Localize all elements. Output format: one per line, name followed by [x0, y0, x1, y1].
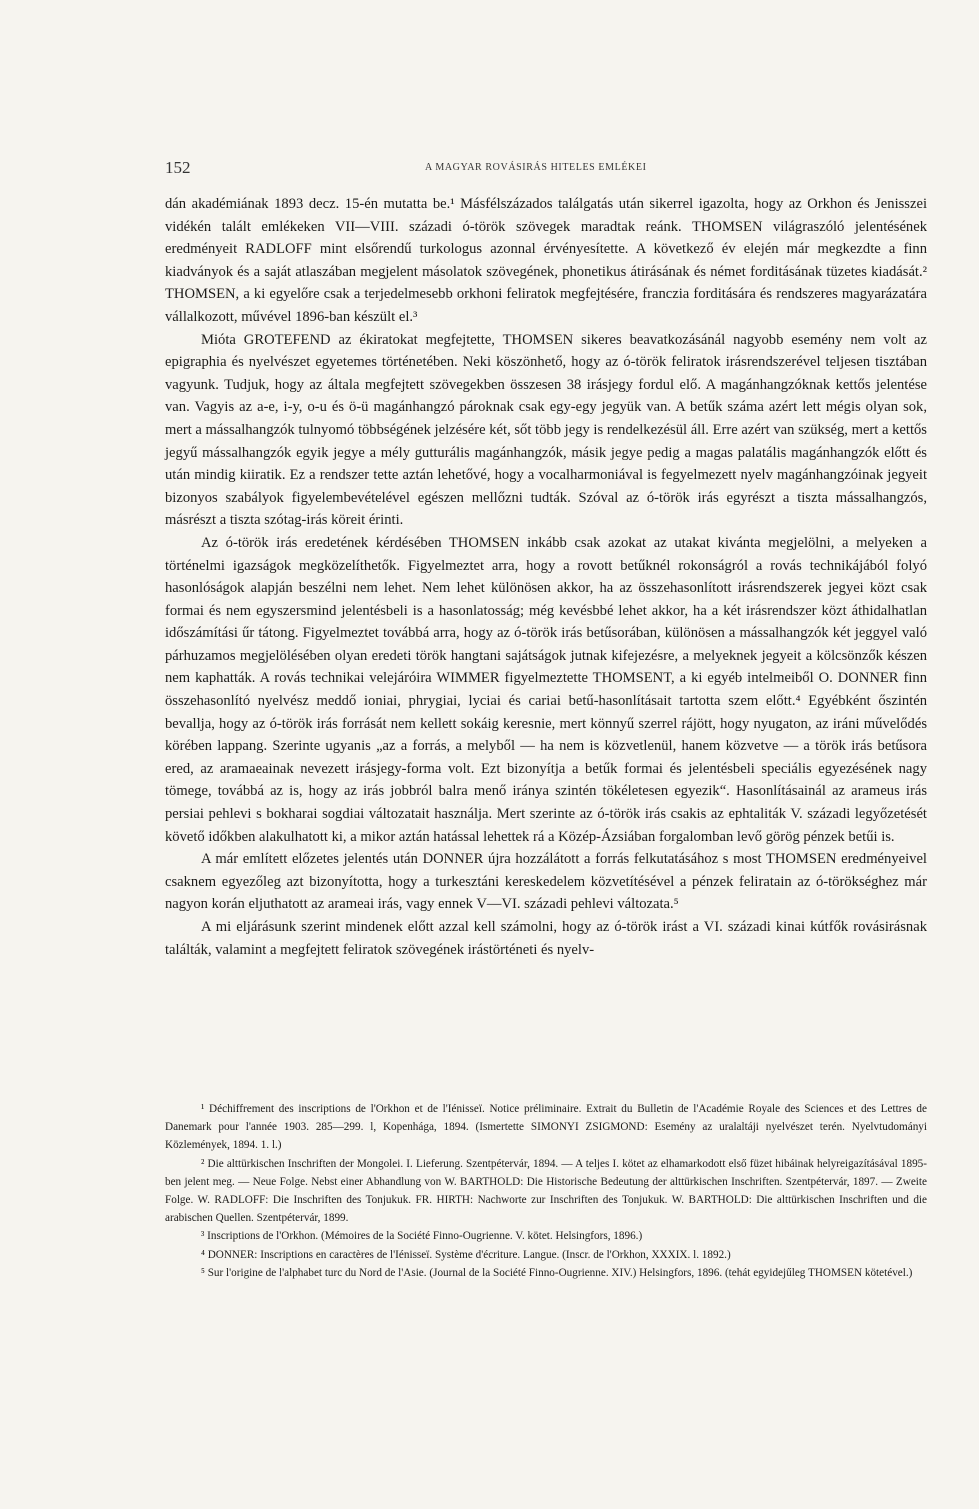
footnote-3: ³ Inscriptions de l'Orkhon. (Mémoires de la Société Finno-Ougrienne. V. kötet. Helsingfors, 1896.) [201, 1230, 643, 1243]
paragraph-4: A már említett előzetes jelentés után DONNER újra hozzálátott a forrás felkutatásához s most THOMSEN eredményeivel csaknem egyezőleg azt bizonyította, hogy a turkesztáni kereskedelem közvetítésével a pénzek feliratain az ó-törökséghez már nagyon korán eljuthatott az arameai irás, vagy ennek V—VI. századi pehlevi változata.⁵ [165, 851, 927, 913]
paragraph-1: dán akadémiának 1893 decz. 15-én mutatta be.¹ Másfélszázados találgatás után sikerrel igazolta, hogy az Orkhon és Jenisszei vidékén talált emlékeken VII—VIII. századi ó-török szövegek maradtak reánk. THOMSEN világraszóló jelentésének eredményeit RADLOFF mint elsőrendű turkologus azonnal érvényesítette. A következő év elején már megkezdte a finn kiadványok és a saját atlaszában megjelent másolatok szövegének, phonetikus átirásának és német forditásának tüzetes kiadását.² THOMSEN, a ki egyelőre csak a terjedelmesebb orkhoni feliratok megfejtésére, franczia forditására és rendszeres magyarázatára vállalkozott, művével 1896-ban készült el.³ [165, 196, 927, 325]
running-head: A MAGYAR ROVÁSIRÁS HITELES EMLÉKEI [425, 162, 647, 173]
paragraph-2: Mióta GROTEFEND az ékiratokat megfejtette, THOMSEN sikeres beavatkozásánál nagyobb esemény nem volt az epigraphia és nyelvészet egyetemes történetében. Neki köszönhető, hogy az ó-török feliratok irásrendszerével teljesen tisztában vagyunk. Tudjuk, hogy az általa megfejtett szövegekben összesen 38 irásjegy fordul elő. A magánhangzóknak kettős jelentése van. Vagyis az a-e, i-y, o-u és ö-ü magánhangzó pároknak csak egy-egy jegyük van. A betűk száma azért lett mégis olyan sok, mert a mássalhangzók tulnyomó többségének jelzésére két, sőt több jegy is rendelkezésül áll. Erre azért van szükség, mert a kettős jegyű mássalhangzók egyik jegye a mély gutturális magánhangzók, másik jegye pedig a magas palatális magánhangzók előtt és után mindig kiiratik. Ez a rendszer tette aztán lehetővé, hogy a vocalharmoniával is fegyelmezett nyelv magánhangzóinak jegyeit bizonyos szabályok figyelembevételével egészen mellőzni tudták. Szóval az ó-török irás egyrészt a tiszta mássalhangzós, másrészt a tiszta szótag-irás köreit érinti. [165, 331, 927, 529]
body-text [165, 193, 927, 961]
footnote-1: ¹ Déchiffrement des inscriptions de l'Orkhon et de l'Iénisseï. Notice préliminaire. Extrait du Bulletin de l'Académie Royale des Sciences et des Lettres de Danemark pour l'année 1903. 285—299. l, Kopenhága, 1894. (Ismertette SIMONYI ZSIGMOND: Esemény az uralaltáji nyelvészet terén. Nyelvtudományi Közlemények, 1894. 1. l.) [165, 1103, 927, 1152]
paragraph-5: A mi eljárásunk szerint mindenek előtt azzal kell számolni, hogy az ó-török irást a VI. századi kinai kútfők rovásirásnak találták, valamint a megfejtett feliratok szövegének irástörténeti és nyelv- [165, 919, 927, 958]
footnote-2: ² Die alttürkischen Inschriften der Mongolei. I. Lieferung. Szentpétervár, 1894. — A teljes I. kötet az elhamarkodott első füzet hibáinak helyreigazításával 1895-ben jelent meg. — Neue Folge. Nebst einer Abhandlung von W. BARTHOLD: Die Historische Bedeutung der alttürkischen Inschriften. Szentpétervár, 1897. — Zweite Folge. W. RADLOFF: Die Inschriften des Tonjukuk. FR. HIRTH: Nachworte zur Inschriften des Tonjukuk. W. BARTHOLD: Die alttürkischen Inschriften und die arabischen Quellen. Szentpétervár, 1899. [165, 1157, 927, 1225]
page-header [165, 158, 927, 178]
paragraph-3: Az ó-török irás eredetének kérdésében THOMSEN inkább csak azokat az utakat kivánta megjelölni, a melyeken a történelmi igazságok megközelíthetők. Figyelmeztet arra, hogy a rovott betűknél rokonságról a rovás technikájából folyó hasonlóságok alapján beszélni nem lehet. Nem lehet különösen akkor, ha az összehasonlított irásrendszerek jegyei közt csak formai és nem egyszersmind jelentésbeli is a hasonlatosság; még kevésbbé lehet akkor, ha a két irásrendszer közt áthidalhatlan időszámítási űr tátong. Figyelmeztet továbbá arra, hogy az ó-török irás betűsorában, különösen a mássalhangzók két jeggyel való párhuzamos megjelölésében olyan eredeti török hangtani sajátságok jutnak kifejezésre, a melyeknek jegyeit a kölcsönzők készen nem kaphatták. A rovás technikai velejáróira WIMMER figyelmeztette THOMSENT, a ki egyéb intelmeiből O. DONNER finn összehasonlító nyelvész meddő ioniai, phrygiai, lyciai és cariai betű-hasonlításait tartotta szem előtt.⁴ Egyébként őszintén bevallja, hogy az ó-török irás forrását nem kellett sokáig keresnie, mert könnyű szerrel rájött, hogy nyugaton, az iráni művelődés körében lappang. Szerinte ugyanis „az a forrás, a melyből — ha nem is közvetlenül, hanem közvetve — a török irás betűsora ered, az aramaeainak nevezett irásjegy-forma volt. Ezt bizonyítja a betűk formai és jelentésbeli speciális egyezésének nagy tömege, továbbá az is, hogy az irás jobbról balra menő iránya szintén tökéletesen egyezik“. Hasonlításainál az arameus irás persiai pehlevi s bokharai sogdiai változatait használja. Mert szerinte az ó-török irás csakis az ephtaliták V. századi legyőzetését követő időkben alakulhatott ki, a mikor aztán hatással lehettek rá a Közép-Ázsiában forgalomban levő görög pénzek betűi is. [165, 534, 927, 845]
footnote-4: ⁴ DONNER: Inscriptions en caractères de l'Iénisseï. Système d'écriture. Langue. (Inscr. de l'Orkhon, XXXIX. l. 1892.) [201, 1248, 731, 1261]
footnotes [165, 1100, 927, 1282]
footnote-5: ⁵ Sur l'origine de l'alphabet turc du Nord de l'Asie. (Journal de la Société Finno-Ougrienne. XIV.) Helsingfors, 1896. (tehát egyidejűleg THOMSEN kötetével.) [201, 1266, 913, 1279]
page-number: 152 [165, 158, 191, 177]
